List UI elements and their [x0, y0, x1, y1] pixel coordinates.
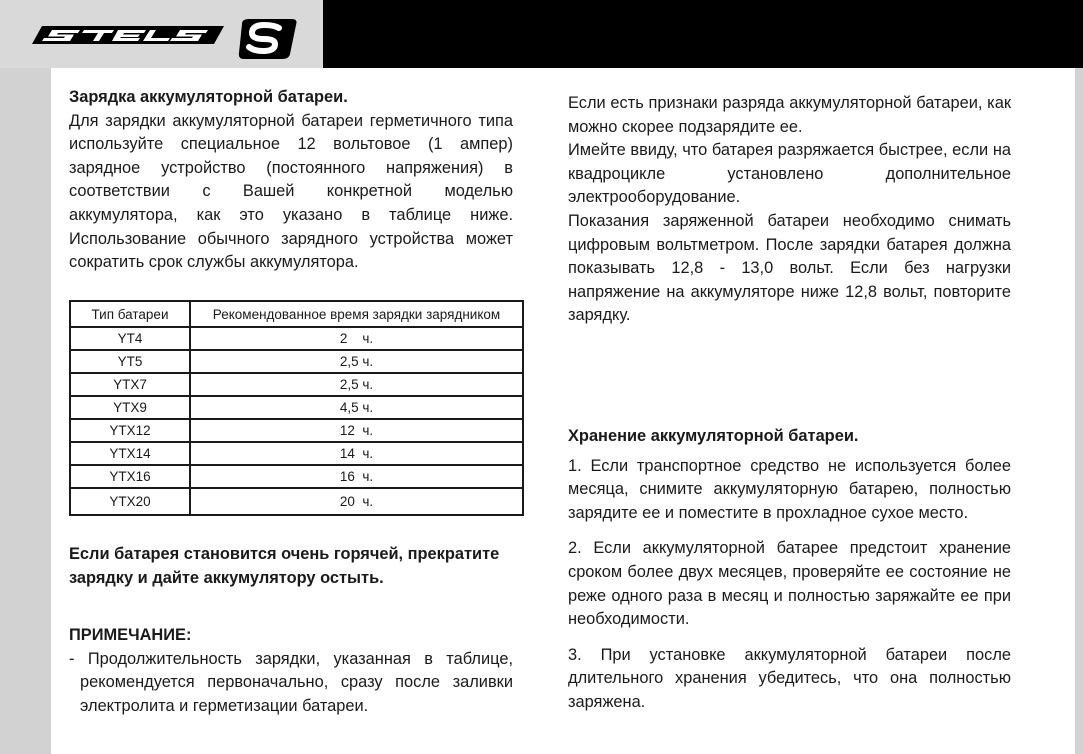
storage-item: 3. При установке аккумуляторной батареи после длительного хранения убедитесь, что она полностью заряжена. [568, 645, 1011, 711]
battery-type-cell: YTX16 [71, 466, 191, 487]
right-side-bar [1075, 68, 1083, 754]
storage-title: Хранение аккумуляторной батареи. [568, 427, 859, 445]
table-row [71, 418, 522, 441]
charge-time-cell: 2,5 ч. [339, 377, 374, 392]
table-header-type: Тип батареи [71, 302, 191, 326]
table-row [71, 372, 522, 395]
storage-section [568, 425, 1011, 727]
battery-check-section [568, 92, 1011, 328]
charge-time-cell: 4,5 ч. [339, 400, 374, 415]
discharge-paragraph: Если есть признаки разряда аккумуляторной батареи, как можно скорее подзарядите ее. [568, 94, 1011, 136]
charging-section [69, 86, 513, 275]
battery-type-cell: YT4 [71, 328, 191, 349]
equipment-paragraph: Имейте ввиду, что батарея разряжается быстрее, если на квадроцикле установлено дополнительное электрооборудование. [568, 141, 1011, 207]
charge-time-cell: 2 ч. [339, 331, 374, 346]
storage-item: 2. Если аккумуляторной батарее предстоит хранение сроком более двух месяцев, проверяйте ее состояние не реже одного раза в месяц и полностью заряжайте ее при необходимости. [568, 539, 1011, 629]
voltmeter-paragraph: Показания заряженной батареи необходимо снимать цифровым вольтметром. После зарядки батарея должна показывать 12,8 - 13,0 вольт. Если без нагрузки напряжение на аккумуляторе ниже 12,8 вольт, повторите зарядку. [568, 211, 1011, 325]
charge-time-cell: 2,5 ч. [339, 354, 374, 369]
charge-time-cell: 16 ч. [339, 469, 374, 484]
logo-area [0, 0, 323, 68]
left-side-bar [0, 68, 51, 754]
battery-type-cell: YTX12 [71, 420, 191, 441]
note-title: ПРИМЕЧАНИЕ: [69, 626, 192, 644]
battery-type-cell: YTX7 [71, 374, 191, 395]
table-row [71, 349, 522, 372]
table-row [71, 464, 522, 487]
storage-item: 1. Если транспортное средство не используется более месяца, снимите аккумуляторную батарею, полностью зарядите ее и поместите в прохладное сухое место. [568, 456, 1011, 522]
charging-body: Для зарядки аккумуляторной батареи герметичного типа используйте специальное 12 вольтовое (1 ампер) зарядное устройство (постоянного напряжения) в соответствии с Вашей конкретной моделью аккумулятора, как это указано в таблице ниже. Использование обычного зарядного устройства может сократить срок службы аккумулятора. [69, 111, 513, 272]
charging-title: Зарядка аккумуляторной батареи. [69, 88, 348, 106]
battery-type-cell: YTX9 [71, 397, 191, 418]
stels-logo [28, 22, 228, 48]
battery-type-cell: YTX14 [71, 443, 191, 464]
table-row [71, 441, 522, 464]
charge-time-cell: 20 ч. [339, 494, 374, 509]
note-item: - Продолжительность зарядки, указанная в таблице, рекомендуется первоначально, сразу после заливки электролита и герметизации батареи. [69, 649, 513, 715]
note-section [69, 624, 513, 718]
table-row [71, 487, 522, 514]
battery-type-cell: YT5 [71, 351, 191, 372]
table-header-row [71, 302, 522, 326]
overheat-warning: Если батарея становится очень горячей, прекратите зарядку и дайте аккумулятору остыть. [69, 545, 500, 587]
charge-time-cell: 14 ч. [339, 446, 374, 461]
table-row [71, 395, 522, 418]
battery-type-cell: YTX20 [71, 489, 191, 514]
charging-table [69, 300, 524, 516]
table-header-time: Рекомендованное время зарядки зарядником [212, 306, 501, 322]
stels-badge-icon [236, 16, 300, 62]
charge-time-cell: 12 ч. [339, 423, 374, 438]
table-row [71, 326, 522, 349]
